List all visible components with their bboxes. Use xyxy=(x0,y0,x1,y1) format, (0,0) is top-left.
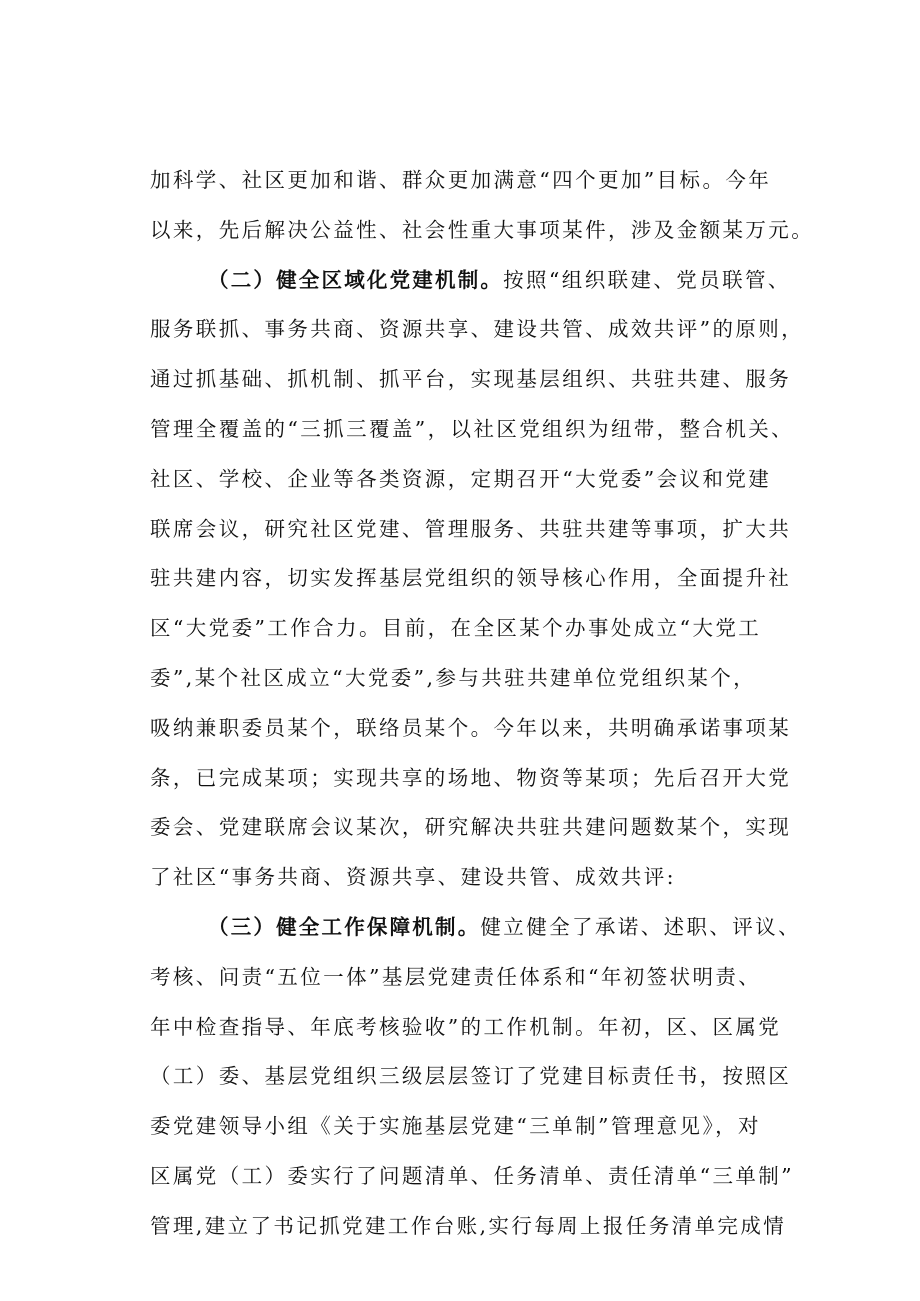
paragraph-line xyxy=(150,754,820,804)
paragraph-line xyxy=(150,355,820,405)
paragraph-text: 通过抓基础、抓机制、抓平台，实现基层组织、共驻共建、服务 xyxy=(150,367,792,392)
paragraph-line xyxy=(150,803,820,853)
paragraph-line xyxy=(150,156,820,206)
paragraph-text: 按照“组织联建、党员联管、 xyxy=(503,267,791,292)
paragraph-text: 管理,建立了书记抓党建工作台账,实行每周上报任务清单完成情 xyxy=(150,1213,787,1238)
section-heading: （二）健全区域化党建机制。 xyxy=(208,267,504,292)
paragraph-text: 委党建领导小组《关于实施基层党建“三单制”管理意见》，对 xyxy=(150,1114,761,1139)
paragraph-text: 服务联抓、事务共商、资源共享、建设共管、成效共评”的原则， xyxy=(150,317,805,342)
paragraph-line xyxy=(150,1202,820,1252)
paragraph-line xyxy=(150,953,820,1003)
paragraph-line xyxy=(150,455,820,505)
paragraph-text: 区属党（工）委实行了问题清单、任务清单、责任清单“三单制” xyxy=(150,1163,795,1188)
paragraph-text: 管理全覆盖的“三抓三覆盖”，以社区党组织为纽带，整合机关、 xyxy=(150,416,795,441)
paragraph-line xyxy=(150,1003,820,1053)
section-heading-line xyxy=(150,903,820,953)
paragraph-line xyxy=(150,1152,820,1202)
paragraph-text: 吸纳兼职委员某个，联络员某个。今年以来，共明确承诺事项某 xyxy=(150,715,792,740)
paragraph-line xyxy=(150,405,820,455)
paragraph-text: 考核、问责“五位一体”基层党建责任体系和“年初签状明责、 xyxy=(150,964,762,989)
paragraph-line xyxy=(150,1052,820,1102)
paragraph-text: 驻共建内容，切实发挥基层党组织的领导核心作用，全面提升社 xyxy=(150,566,792,591)
paragraph-text: 社区、学校、企业等各类资源，定期召开“大党委”会议和党建 xyxy=(150,466,772,491)
paragraph-line xyxy=(150,654,820,704)
paragraph-line xyxy=(150,604,820,654)
paragraph-line xyxy=(150,853,820,903)
paragraph-text: 健立健全了承诺、述职、评议、 xyxy=(480,914,802,939)
paragraph-line xyxy=(150,1102,820,1152)
paragraph-text: 委会、党建联席会议某次，研究解决共驻共建问题数某个，实现 xyxy=(150,815,792,840)
paragraph-line xyxy=(150,505,820,555)
paragraph-text: 加科学、社区更加和谐、群众更加满意“四个更加”目标。今年 xyxy=(150,168,772,192)
paragraph-text: 年中检查指导、年底考核验收”的工作机制。年初，区、区属党 xyxy=(150,1014,782,1039)
paragraph-text: （工）委、基层党组织三级层层签订了党建目标责任书，按照区 xyxy=(150,1064,792,1089)
section-heading-line xyxy=(150,256,820,306)
paragraph-line xyxy=(150,206,820,256)
paragraph-text: 委”,某个社区成立“大党委”,参与共驻共建单位党组织某个， xyxy=(150,665,757,690)
section-heading: （三）健全工作保障机制。 xyxy=(208,914,481,939)
paragraph-text: 区“大党委”工作合力。目前，在全区某个办事处成立“大党工 xyxy=(150,616,762,641)
paragraph-line xyxy=(150,554,820,604)
document-body xyxy=(150,156,820,1252)
paragraph-text: 联席会议，研究社区党建、管理服务、共驻共建等事项，扩大共 xyxy=(150,516,792,541)
paragraph-text: 条，已完成某项；实现共享的场地、物资等某项；先后召开大党 xyxy=(150,765,792,790)
paragraph-line xyxy=(150,704,820,754)
paragraph-text: 以来，先后解决公益性、社会性重大事项某件，涉及金额某万元。 xyxy=(150,217,815,242)
paragraph-line xyxy=(150,305,820,355)
paragraph-text: 了社区“事务共商、资源共享、建设共管、成效共评: xyxy=(150,865,676,890)
